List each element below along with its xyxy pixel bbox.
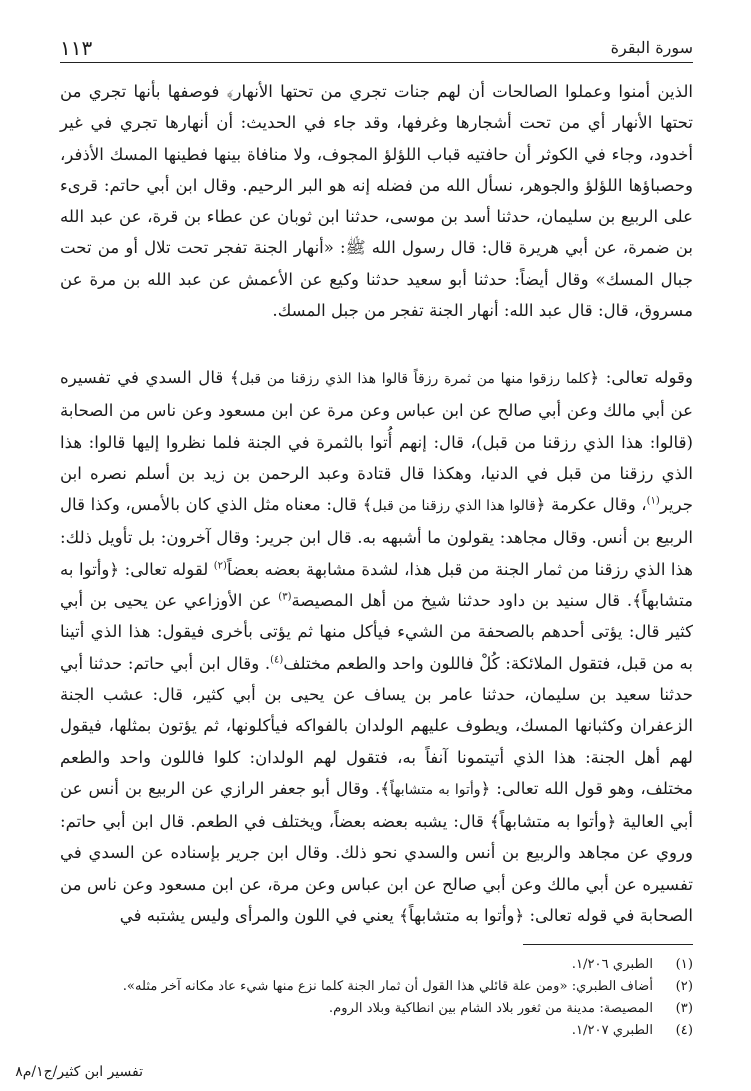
footnote-item [60,1020,693,1042]
footnote-text: المصيصة: مدينة من ثغور بلاد الشام بين انطاكية وبلاد الروم. [328,1001,653,1016]
page-header [60,36,693,63]
footnote-marker: (١) [646,495,660,507]
footnote-marker: (٤) [270,654,284,666]
footnote-number: (٢) [675,979,693,994]
footnotes [60,954,693,1042]
para-text: ، وقال عكرمة ﴿ [535,495,647,515]
volume-reference: تفسير ابن كثير/ج١/م٨ [15,1064,143,1080]
quran-verse: وأتوا به متشابهاً [390,781,481,798]
page-number: ١١٣ [60,36,93,60]
footnote-marker: (٣) [278,591,292,603]
footnote-marker: (٢) [213,560,227,572]
para-text: لقوله تعالى: ﴿وأتوا به متشابهاً﴾. قال سنيد بن داود حدثنا شيخ من أهل المصيصة [60,559,693,611]
footnote-text: الطبري ١/٢٠٧. [571,1023,653,1038]
footnote-text: أضاف الطبري: «ومن علة قائلي هذا القول أن ثمار الجنة كلما نزع منها شيء عاد مكانه آخر مثله». [122,979,653,994]
footnote-item [60,976,693,998]
para-text: ﴾ قال: معناه مثل الذي كان بالأمس، وكذا قال الربيع بن أنس. وقال مجاهد: يقولون ما أشبهه به. قال ابن جرير: وقال آخرون: بل تأويل ذلك: هذا الذي رزقنا من ثمار الجنة من قبل هذا، لشدة مشابهة بعضه بعضاً [60,495,693,579]
footnote-number: (١) [675,957,693,972]
footnote-number: (٣) [675,1001,693,1016]
footnote-text: الطبري ١/٢٠٦. [571,957,653,972]
footnote-separator [523,944,693,945]
surah-name: سورة البقرة [610,38,693,57]
quran-verse: قالوا هذا الذي رزقنا من قبل [372,498,536,515]
paragraph-provision-commentary [60,362,693,931]
footnote-number: (٤) [675,1023,693,1038]
footnote-item [60,954,693,976]
quran-verse: كلما رزقوا منها من ثمرة رزقاً قالوا هذا الذي رزقنا من قبل [239,371,590,387]
para-text: عن الأوزاعي عن يحيى بن أبي كثير قال: يؤتى أحدهم بالصحفة من الشيء فيأكل منها ثم يؤتى بأخرى فيقول: هذا الذي أتينا به من قبل، فتقول الملائكة: كُلْ فاللون واحد والطعم مختلف [60,591,693,673]
para-text: ﴾. وقال أبو جعفر الرازي عن الربيع بن أنس عن أبي العالية ﴿وأتوا به متشابهاً﴾ قال: يشبه بعضه بعضاً، ويختلف في الطعم. قال ابن أبي حاتم: وروي عن مجاهد والربيع بن أنس والسدي نحو ذلك. وقال ابن جرير بإسناده عن السدي في تفسيره عن أبي مالك وعن أبي صالح عن ابن عباس وعن مرة، عن ابن مسعود وعن ناس من الصحابة في قوله تعالى: ﴿وأتوا به متشابهاً﴾ يعني في اللون والمرأى وليس يشتبه في [60,778,693,926]
para-text: ﴾ قال السدي في تفسيره عن أبي مالك وعن أبي صالح عن ابن عباس وعن مرة عن ابن مسعود وعن ناس من الصحابة (قالوا: هذا الذي رزقنا من قبل)، قال: إنهم أُتوا بالثمرة في الجنة فلما نظروا إليها قالوا: هذا الذي رزقنا من قبل في الدنيا، وهكذا قال قتادة وعبد الرحمن بن زيد بن أسلم نصره ابن جرير [60,368,693,515]
paragraph-rivers-of-paradise: الذين أمنوا وعملوا الصالحات أن لهم جنات تجري من تحتها الأنهار﴾ فوصفها بأنها تجري من تحتها الأنهار أي من تحت أشجارها وغرفها، وقد جاء في الحديث: أن أنهارها تجري في غير أخدود، وجاء في الكوثر أن حافتيه قباب اللؤلؤ المجوف، ولا منافاة بينها فطينها المسك الأذفر، وحصباؤها اللؤلؤ والجوهر، نسأل الله من فضله إنه هو البر الرحيم. وقال ابن أبي حاتم: قرىء على الربيع بن سليمان، حدثنا أسد بن موسى، حدثنا ابن ثوبان عن عطاء بن قرة، عن عبد الله بن ضمرة، عن أبي هريرة قال: قال رسول الله ﷺ: «أنهار الجنة تفجر تحت تلال أو من تحت جبال المسك» وقال أيضاً: حدثنا أبو سعيد حدثنا وكيع عن الأعمش عن عبد الله بن مرة عن مسروق، قال: قال عبد الله: أنهار الجنة تفجر من جبل المسك. [60,82,693,321]
para-text: . وقال ابن أبي حاتم: حدثنا أبي حدثنا سعيد بن سليمان، حدثنا عامر بن يساف عن يحيى بن أبي كثير، قال: عشب الجنة الزعفران وكثبانها المسك، ويطوف عليهم الولدان بالفواكه فيأكلونها، ثم يؤتون بمثلها، فيقول لهم أهل الجنة: هذا الذي أتيتمونا آنفاً به، فتقول لهم الولدان: كلوا فاللون واحد والطعم مختلف، وهو قول الله تعالى: ﴿ [60,653,694,798]
para-text: وقوله تعالى: ﴿ [589,368,693,387]
footnote-item [60,998,693,1020]
